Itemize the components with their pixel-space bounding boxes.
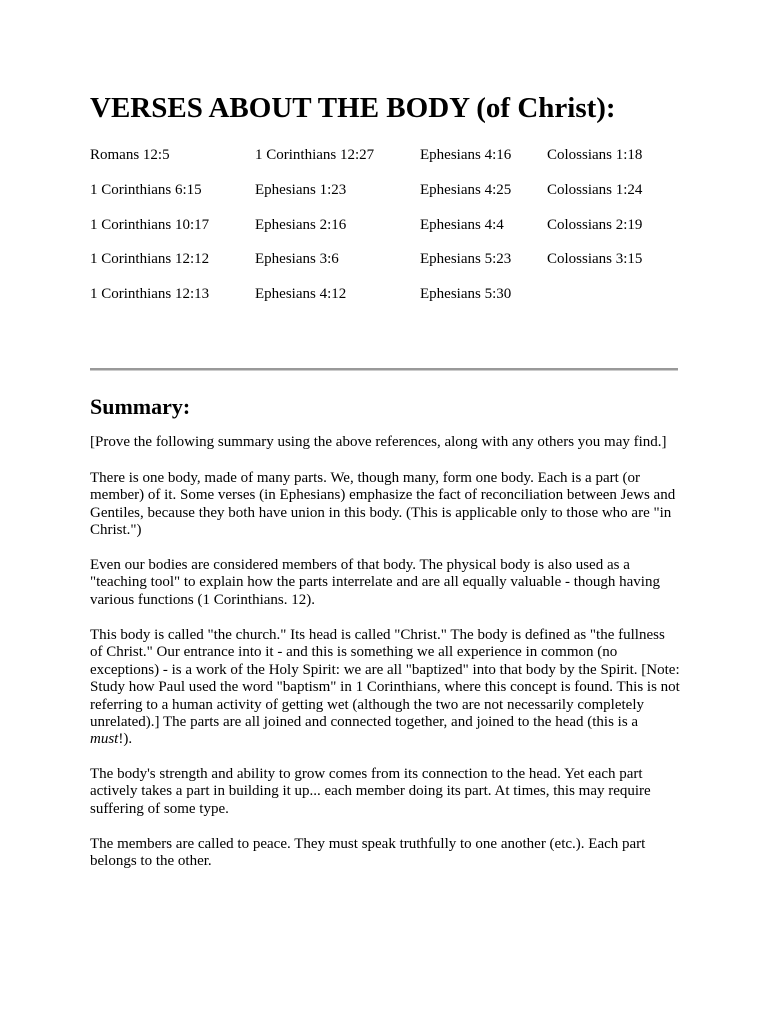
page-title: VERSES ABOUT THE BODY (of Christ): <box>90 92 616 124</box>
summary-paragraph: There is one body, made of many parts. We, though many, form one body. Each is a part (or member) of it. Some verses (in Ephesians) emphasize the fact of reconciliation between Jews and Gentiles, because they both have union in this body. (This is applicable only to those who are "in Christ.") <box>90 470 676 539</box>
reference-cell: 1 Corinthians 12:27 <box>255 147 375 163</box>
reference-cell: Ephesians 2:16 <box>255 217 347 233</box>
reference-cell: 1 Corinthians 10:17 <box>90 217 210 233</box>
reference-cell: Ephesians 4:4 <box>420 217 504 233</box>
reference-row <box>90 249 680 269</box>
summary-paragraph: The body's strength and ability to grow comes from its connection to the head. Yet each part actively takes a part in building it up... each member doing its part. At times, this may require suffering of some type. <box>90 766 651 817</box>
reference-row <box>90 215 680 235</box>
reference-cell: Colossians 3:15 <box>547 251 643 267</box>
reference-cell: Ephesians 4:25 <box>420 182 512 198</box>
reference-row <box>90 180 680 200</box>
reference-cell: Colossians 1:18 <box>547 147 643 163</box>
reference-cell: 1 Corinthians 12:13 <box>90 286 210 302</box>
reference-cell: Ephesians 5:23 <box>420 251 512 267</box>
section-divider <box>90 368 678 371</box>
reference-cell: Ephesians 4:12 <box>255 286 347 302</box>
reference-cell: 1 Corinthians 6:15 <box>90 182 202 198</box>
reference-cell: Colossians 2:19 <box>547 217 643 233</box>
reference-cell: Ephesians 1:23 <box>255 182 347 198</box>
reference-cell: Colossians 1:24 <box>547 182 643 198</box>
reference-cell: Ephesians 4:16 <box>420 147 512 163</box>
reference-cell: 1 Corinthians 12:12 <box>90 251 210 267</box>
summary-paragraph: The members are called to peace. They must speak truthfully to one another (etc.). Each part belongs to the other. <box>90 836 646 870</box>
summary-heading: Summary: <box>90 394 191 419</box>
reference-row <box>90 145 680 165</box>
reference-cell: Ephesians 3:6 <box>255 251 339 267</box>
summary-instruction: [Prove the following summary using the above references, along with any others you may find.] <box>90 434 667 450</box>
summary-paragraph: Even our bodies are considered members of that body. The physical body is also used as a "teaching tool" to explain how the parts interrelate and are all equally valuable - though having various functions (1 Corinthians. 12). <box>90 557 660 608</box>
summary-paragraph <box>90 627 680 749</box>
paragraph-text: !). <box>118 731 133 748</box>
emphasis-text: must <box>90 731 119 748</box>
reference-row <box>90 284 680 304</box>
paragraph-text: This body is called "the church." Its head is called "Christ." The body is defined as "the fullness of Christ." Our entrance into it - and this is something we all experience in common (no exceptions) - is a work of the Holy Spirit: we are all "baptized" into that body by the Spirit. [Note: Study how Paul used the word "baptism" in 1 Corinthians, where this concept is found. This is not referring to a human activity of getting wet (although the two are not necessarily completely unrelated).] The parts are all joined and connected together, and joined to the head (this is a <box>90 627 680 731</box>
reference-cell: Ephesians 5:30 <box>420 286 512 302</box>
reference-cell: Romans 12:5 <box>90 147 170 163</box>
